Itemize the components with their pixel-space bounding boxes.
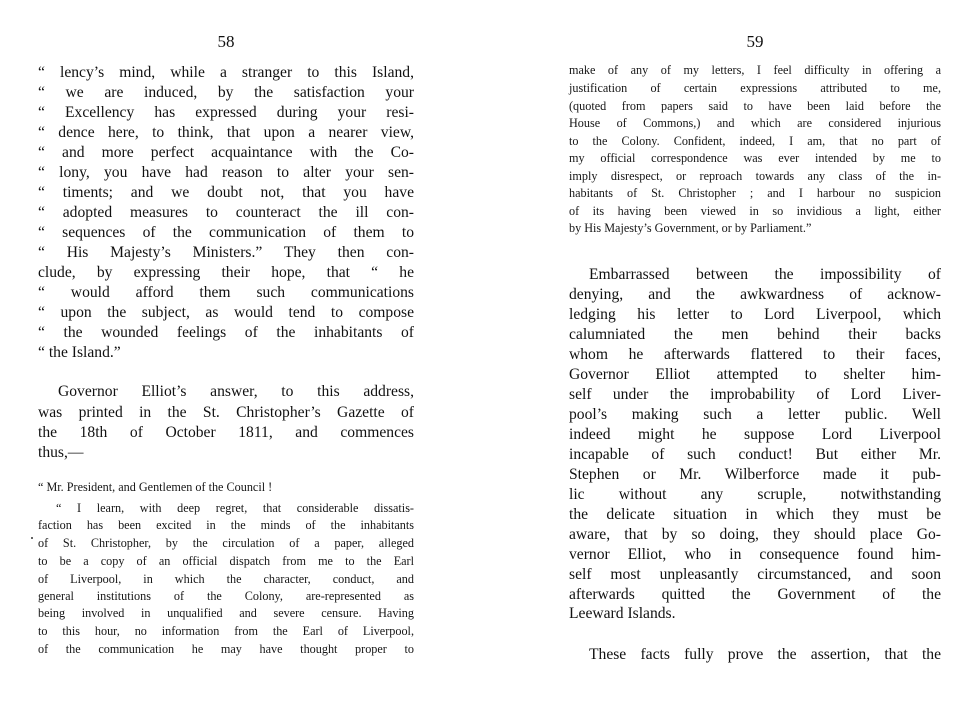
text-line: indeed might he suppose Lord Liverpool	[569, 426, 941, 443]
text-line: vernor Elliot, who in consequence found him-	[569, 546, 941, 563]
text-line: pool’s making such a letter public. Well	[569, 406, 941, 423]
text-line: “ sequences of the communication of them to	[38, 224, 414, 241]
text-line: “ Excellency has expressed during your resi-	[38, 104, 414, 121]
text-line: to the Colony. Confident, indeed, I am, that no part of	[569, 134, 941, 148]
text-line: (quoted from papers said to have been laid before the	[569, 99, 941, 113]
text-line: general institutions of the Colony, are-represented as	[38, 589, 414, 603]
text-line: of St. Christopher, by the circulation of a paper, alleged	[38, 536, 414, 550]
text-line: “ the wounded feelings of the inhabitants of	[38, 324, 414, 341]
text-line: incapable of such conduct! But either Mr.	[569, 446, 941, 463]
left-page	[38, 0, 414, 701]
text-line: “ I learn, with deep regret, that considerable dissatis-	[56, 501, 414, 515]
text-line: habitants of St. Christopher ; and I harbour no suspicion	[569, 186, 941, 200]
text-line: “ lency’s mind, while a stranger to this Island,	[38, 64, 414, 81]
text-line: “ the Island.”	[38, 344, 121, 361]
text-line: Embarrassed between the impossibility of	[589, 266, 941, 283]
text-line: House of Commons,) and which are considered injurious	[569, 116, 941, 130]
text-line: the delicate situation in which they must be	[569, 506, 941, 523]
salutation: “ Mr. President, and Gentlemen of the Council !	[38, 480, 273, 494]
text-line: to be a copy of an official dispatch from me to the Earl	[38, 554, 414, 568]
text-line: “ His Majesty’s Ministers.” They then con-	[38, 244, 414, 261]
text-line: “ we are induced, by the satisfaction your	[38, 84, 414, 101]
text-line: denying, and the awkwardness of acknow-	[569, 286, 941, 303]
text-line: being involved in unqualified and severe censure. Having	[38, 606, 414, 620]
right-page	[569, 0, 941, 701]
text-line: of Liverpool, in which the character, conduct, and	[38, 572, 414, 586]
text-line: thus,—	[38, 444, 84, 461]
text-line: “ timents; and we doubt not, that you have	[38, 184, 414, 201]
text-line: the 18th of October 1811, and commences	[38, 424, 414, 441]
text-line: of the communication he may have thought proper to	[38, 642, 414, 656]
text-line: Governor Elliot attempted to shelter him-	[569, 366, 941, 383]
text-line: These facts fully prove the assertion, that the	[589, 646, 941, 663]
text-line: justification of certain expressions attributed to me,	[569, 81, 941, 95]
text-line: make of any of my letters, I feel difficulty in offering a	[569, 63, 941, 77]
text-line: aware, that by so doing, they should place Go-	[569, 526, 941, 543]
text-line: self most unpleasantly circumstanced, and soon	[569, 566, 941, 583]
text-line: was printed in the St. Christopher’s Gazette of	[38, 404, 414, 421]
page-number: 59	[746, 32, 764, 51]
text-line: of its having been viewed in so invidious a light, either	[569, 204, 941, 218]
text-line: calumniated the men behind their backs	[569, 326, 941, 343]
text-line: lic without any scruple, notwithstanding	[569, 486, 941, 503]
text-line: “ would afford them such communications	[38, 284, 414, 301]
text-line: “ and more perfect acquaintance with the Co-	[38, 144, 414, 161]
text-line: clude, by expressing their hope, that “ he	[38, 264, 414, 281]
text-line: whom he afterwards flattered to their faces,	[569, 346, 941, 363]
text-line: Stephen or Mr. Wilberforce made it pub-	[569, 466, 941, 483]
text-line: Leeward Islands.	[569, 605, 676, 622]
text-line: imply disrespect, or reproach towards any class of the in-	[569, 169, 941, 183]
text-line: faction has been excited in the minds of the inhabitants	[38, 518, 414, 532]
text-line: Governor Elliot’s answer, to this address,	[58, 383, 414, 400]
text-line: “ lony, you have had reason to alter your sen-	[38, 164, 414, 181]
text-line: self under the improbability of Lord Liver-	[569, 386, 941, 403]
page-number: 58	[217, 32, 235, 51]
text-line: “ adopted measures to counteract the ill con-	[38, 204, 414, 221]
text-line: ledging his letter to Lord Liverpool, which	[569, 306, 941, 323]
text-line: afterwards quitted the Government of the	[569, 586, 941, 603]
text-line: my official correspondence was ever intended by me to	[569, 151, 941, 165]
text-line: “ upon the subject, as would tend to compose	[38, 304, 414, 321]
scan-speck	[31, 537, 33, 539]
text-line: to this hour, no information from the Earl of Liverpool,	[38, 624, 414, 638]
text-line: by His Majesty’s Government, or by Parliament.”	[569, 221, 812, 235]
text-line: “ dence here, to think, that upon a nearer view,	[38, 124, 414, 141]
